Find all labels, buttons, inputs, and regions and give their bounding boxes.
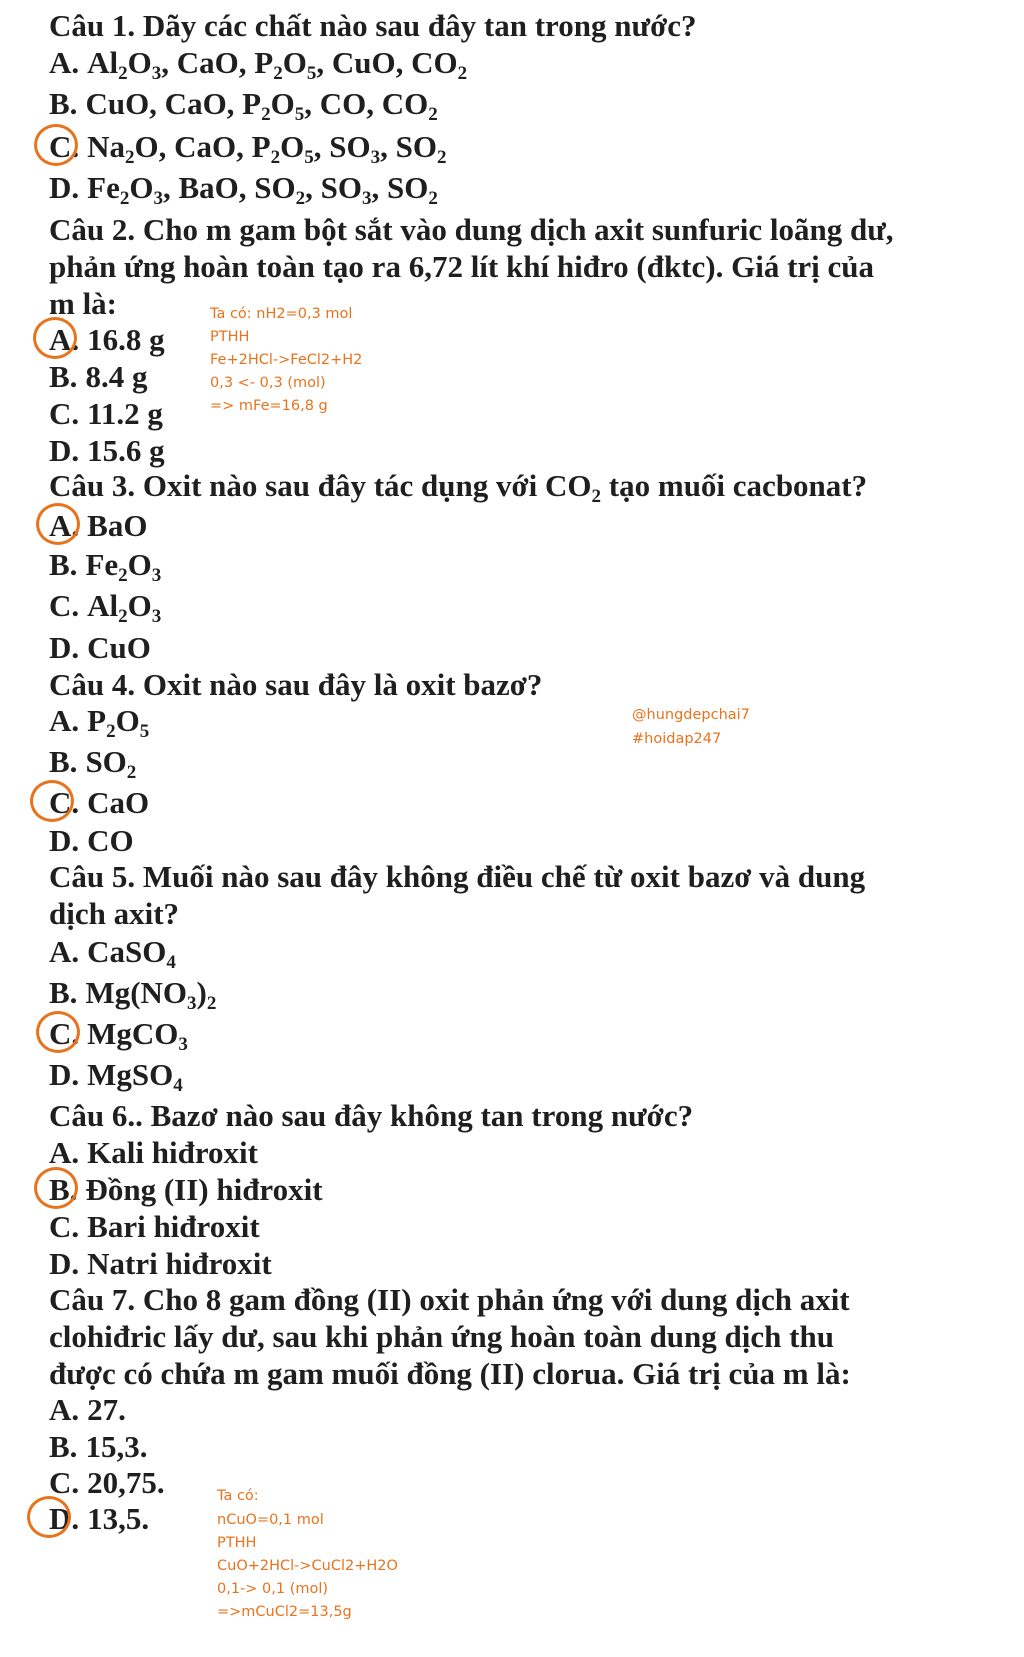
text-run: Fe bbox=[87, 170, 120, 205]
text-run: CaSO bbox=[87, 934, 167, 969]
text-run: 27. bbox=[87, 1392, 126, 1427]
q2-solution-note: 0,3 <- 0,3 (mol) bbox=[210, 375, 326, 391]
subscript: 2 bbox=[273, 63, 283, 84]
option-letter: A. bbox=[49, 1392, 80, 1427]
option-text bbox=[87, 1016, 188, 1055]
text-run: , SO bbox=[371, 170, 429, 205]
option-letter: C. bbox=[49, 1016, 80, 1051]
text-run: tạo muối cacbonat? bbox=[601, 468, 868, 503]
option-text bbox=[87, 823, 134, 858]
text-run: 15.6 g bbox=[87, 433, 165, 468]
option-text bbox=[87, 1501, 149, 1536]
option-text bbox=[87, 630, 151, 665]
option-letter: A. bbox=[49, 322, 80, 357]
subscript: 2 bbox=[119, 188, 130, 209]
option-text bbox=[85, 86, 438, 125]
text-run: O bbox=[127, 588, 152, 623]
subscript: 2 bbox=[106, 721, 116, 742]
text-run: , SO bbox=[380, 129, 437, 164]
text-run: O bbox=[127, 547, 152, 582]
option-letter: A. bbox=[49, 1135, 80, 1170]
q2-solution-note: Fe+2HCl->FeCl2+H2 bbox=[210, 352, 363, 368]
option-text bbox=[87, 170, 438, 209]
subscript: 2 bbox=[436, 147, 447, 168]
option-text bbox=[87, 1209, 260, 1244]
option-text bbox=[87, 1465, 165, 1500]
subscript: 2 bbox=[428, 104, 438, 125]
question-2-option-d bbox=[49, 435, 165, 466]
question-5-option-b bbox=[49, 975, 217, 1014]
credit-note: #hoidap247 bbox=[632, 731, 722, 747]
subscript: 5 bbox=[139, 721, 150, 742]
option-letter: B. bbox=[49, 1172, 78, 1207]
text-run: Natri hiđroxit bbox=[87, 1246, 272, 1281]
option-text bbox=[85, 547, 162, 586]
text-run: O bbox=[282, 45, 307, 80]
question-2-prompt: phản ứng hoàn toàn tạo ra 6,72 lít khí hiđro (đktc). Giá trị của bbox=[49, 249, 875, 284]
question-5-option-d bbox=[49, 1057, 183, 1096]
option-text bbox=[85, 975, 217, 1014]
q2-solution-note: Ta có: nH2=0,3 mol bbox=[210, 306, 353, 322]
subscript: 2 bbox=[118, 565, 128, 586]
text-run: O bbox=[127, 45, 152, 80]
answer-circle-question-4 bbox=[30, 780, 74, 822]
answer-circle-question-1 bbox=[34, 124, 78, 166]
question-1-option-c bbox=[49, 129, 447, 168]
subscript: 3 bbox=[151, 565, 162, 586]
text-run: 15,3. bbox=[85, 1429, 148, 1464]
question-2-option-b bbox=[49, 361, 147, 392]
subscript: 2 bbox=[591, 486, 602, 507]
text-run: MgCO bbox=[87, 1016, 179, 1051]
question-6-option-d bbox=[49, 1248, 272, 1279]
option-text bbox=[87, 129, 447, 168]
question-4-option-d bbox=[49, 825, 134, 856]
option-text bbox=[87, 785, 149, 820]
option-text bbox=[87, 588, 162, 627]
option-letter: D. bbox=[49, 170, 80, 205]
subscript: 3 bbox=[153, 188, 163, 209]
text-run: , CaO, P bbox=[161, 45, 274, 80]
text-run: CO bbox=[87, 823, 134, 858]
question-6-option-a bbox=[49, 1137, 258, 1168]
option-letter: D. bbox=[49, 630, 80, 665]
question-6-option-c bbox=[49, 1211, 260, 1242]
answer-circle-question-3 bbox=[36, 503, 80, 545]
credit-note: @hungdepchai7 bbox=[632, 707, 750, 723]
option-text bbox=[87, 1246, 272, 1281]
question-6-option-b bbox=[49, 1174, 323, 1205]
question-5-prompt: dịch axit? bbox=[49, 896, 180, 931]
text-run: Al bbox=[87, 45, 119, 80]
option-letter: B. bbox=[49, 547, 78, 582]
question-3-option-d bbox=[49, 632, 151, 663]
text-run: Bari hiđroxit bbox=[87, 1209, 260, 1244]
question-4-prompt: Câu 4. Oxit nào sau đây là oxit bazơ? bbox=[49, 667, 543, 702]
question-2-prompt: Câu 2. Cho m gam bột sắt vào dung dịch axit sunfuric loãng dư, bbox=[49, 212, 894, 247]
text-run: Fe bbox=[85, 547, 119, 582]
option-text bbox=[87, 1135, 258, 1170]
text-run: , SO bbox=[313, 129, 371, 164]
text-run: , CO, CO bbox=[304, 86, 429, 121]
option-letter: D. bbox=[49, 433, 80, 468]
text-run: , CuO, CO bbox=[316, 45, 458, 80]
text-run: SO bbox=[85, 744, 127, 779]
subscript: 5 bbox=[294, 104, 305, 125]
text-run: 13,5. bbox=[87, 1501, 150, 1536]
option-letter: B. bbox=[49, 86, 78, 121]
option-letter: A. bbox=[49, 508, 80, 543]
option-letter: C. bbox=[49, 1209, 80, 1244]
text-run: ) bbox=[196, 975, 207, 1010]
subscript: 3 bbox=[151, 606, 162, 627]
option-text bbox=[87, 1392, 126, 1427]
q2-solution-note: PTHH bbox=[210, 329, 250, 345]
option-letter: C. bbox=[49, 785, 80, 820]
text-run: O bbox=[270, 86, 295, 121]
question-1-option-b bbox=[49, 86, 438, 125]
question-3-option-c bbox=[49, 588, 162, 627]
text-run: , BaO, SO bbox=[162, 170, 296, 205]
q7-solution-note: CuO+2HCl->CuCl2+H2O bbox=[217, 1558, 398, 1574]
subscript: 2 bbox=[270, 147, 281, 168]
option-letter: D. bbox=[49, 1057, 80, 1092]
subscript: 2 bbox=[125, 147, 135, 168]
subscript: 5 bbox=[304, 147, 314, 168]
q7-solution-note: nCuO=0,1 mol bbox=[217, 1512, 324, 1528]
text-run: O bbox=[115, 703, 140, 738]
option-letter: B. bbox=[49, 359, 78, 394]
text-run: CaO bbox=[87, 785, 150, 820]
subscript: 3 bbox=[361, 188, 372, 209]
question-5-option-a bbox=[49, 934, 176, 973]
option-text bbox=[85, 1429, 147, 1464]
option-text bbox=[87, 396, 163, 431]
q7-solution-note: PTHH bbox=[217, 1535, 257, 1551]
question-7-prompt: Câu 7. Cho 8 gam đồng (II) oxit phản ứng với dung dịch axit bbox=[49, 1282, 850, 1317]
option-text bbox=[85, 359, 147, 394]
question-6-prompt: Câu 6.. Bazơ nào sau đây không tan trong nước? bbox=[49, 1098, 694, 1133]
text-run: 20,75. bbox=[87, 1465, 165, 1500]
text-run: P bbox=[87, 703, 107, 738]
subscript: 2 bbox=[428, 188, 438, 209]
question-7-option-a bbox=[49, 1394, 126, 1425]
question-4-option-a bbox=[49, 703, 150, 742]
text-run: Na bbox=[87, 129, 126, 164]
option-letter: C. bbox=[49, 588, 80, 623]
answer-circle-question-7 bbox=[27, 1496, 71, 1538]
option-letter: D. bbox=[49, 1246, 80, 1281]
question-3-prompt bbox=[49, 468, 868, 507]
option-text bbox=[87, 934, 176, 973]
text-run: O bbox=[280, 129, 305, 164]
question-3-option-b bbox=[49, 547, 162, 586]
question-4-option-b bbox=[49, 744, 137, 783]
question-7-prompt: clohiđric lấy dư, sau khi phản ứng hoàn toàn dung dịch thu bbox=[49, 1319, 834, 1354]
subscript: 4 bbox=[166, 952, 176, 973]
option-letter: B. bbox=[49, 975, 78, 1010]
option-text bbox=[85, 1172, 322, 1207]
option-letter: B. bbox=[49, 744, 78, 779]
subscript: 2 bbox=[118, 63, 128, 84]
question-5-prompt: Câu 5. Muối nào sau đây không điều chế từ oxit bazơ và dung bbox=[49, 859, 866, 894]
question-2-option-c bbox=[49, 398, 163, 429]
subscript: 2 bbox=[206, 993, 217, 1014]
text-run: O, CaO, P bbox=[134, 129, 271, 164]
answer-circle-question-6 bbox=[34, 1167, 78, 1209]
subscript: 2 bbox=[261, 104, 271, 125]
option-letter: A. bbox=[49, 45, 80, 80]
subscript: 4 bbox=[173, 1075, 183, 1096]
subscript: 3 bbox=[151, 63, 162, 84]
question-1-option-d bbox=[49, 170, 438, 209]
subscript: 2 bbox=[457, 63, 468, 84]
q2-solution-note: => mFe=16,8 g bbox=[210, 398, 328, 414]
text-run: Mg(NO bbox=[85, 975, 188, 1010]
subscript: 3 bbox=[370, 147, 381, 168]
option-text bbox=[87, 45, 468, 84]
subscript: 3 bbox=[187, 993, 197, 1014]
text-run: CuO, CaO, P bbox=[85, 86, 262, 121]
q7-solution-note: 0,1-> 0,1 (mol) bbox=[217, 1581, 329, 1597]
text-run: O bbox=[129, 170, 154, 205]
q7-solution-note: Ta có: bbox=[217, 1488, 259, 1504]
option-letter: C. bbox=[49, 1465, 80, 1500]
text-run: Đồng (II) hiđroxit bbox=[85, 1172, 323, 1207]
text-run: Kali hiđroxit bbox=[87, 1135, 258, 1170]
text-run: MgSO bbox=[87, 1057, 174, 1092]
option-text bbox=[87, 1057, 183, 1096]
question-1-prompt: Câu 1. Dãy các chất nào sau đây tan trong nước? bbox=[49, 8, 697, 43]
text-run: Al bbox=[87, 588, 119, 623]
answer-circle-question-5 bbox=[36, 1011, 80, 1053]
subscript: 3 bbox=[178, 1034, 188, 1055]
question-7-option-c bbox=[49, 1467, 165, 1498]
answer-circle-question-2 bbox=[33, 317, 80, 359]
option-text bbox=[85, 744, 137, 783]
option-letter: A. bbox=[49, 703, 80, 738]
text-run: 8.4 g bbox=[85, 359, 148, 394]
text-run: CuO bbox=[87, 630, 151, 665]
subscript: 2 bbox=[295, 188, 306, 209]
text-run: , SO bbox=[305, 170, 362, 205]
subscript: 5 bbox=[306, 63, 317, 84]
q7-solution-note: =>mCuCl2=13,5g bbox=[217, 1604, 352, 1620]
text-run: Câu 3. Oxit nào sau đây tác dụng với CO bbox=[49, 468, 592, 503]
option-letter: B. bbox=[49, 1429, 78, 1464]
option-text bbox=[87, 703, 150, 742]
subscript: 2 bbox=[126, 762, 137, 783]
option-text bbox=[87, 508, 147, 543]
question-1-option-a bbox=[49, 45, 468, 84]
option-letter: C. bbox=[49, 396, 80, 431]
option-letter: D. bbox=[49, 1501, 80, 1536]
text-run: 16.8 g bbox=[87, 322, 165, 357]
option-text bbox=[87, 433, 165, 468]
text-run: 11.2 g bbox=[87, 396, 163, 431]
question-7-option-b bbox=[49, 1431, 147, 1462]
option-letter: D. bbox=[49, 823, 80, 858]
question-2-prompt: m là: bbox=[49, 286, 118, 321]
option-text bbox=[87, 322, 165, 357]
subscript: 2 bbox=[118, 606, 128, 627]
question-7-prompt: được có chứa m gam muối đồng (II) clorua. Giá trị của m là: bbox=[49, 1356, 851, 1391]
option-letter: C. bbox=[49, 129, 80, 164]
text-run: BaO bbox=[87, 508, 148, 543]
option-letter: A. bbox=[49, 934, 80, 969]
